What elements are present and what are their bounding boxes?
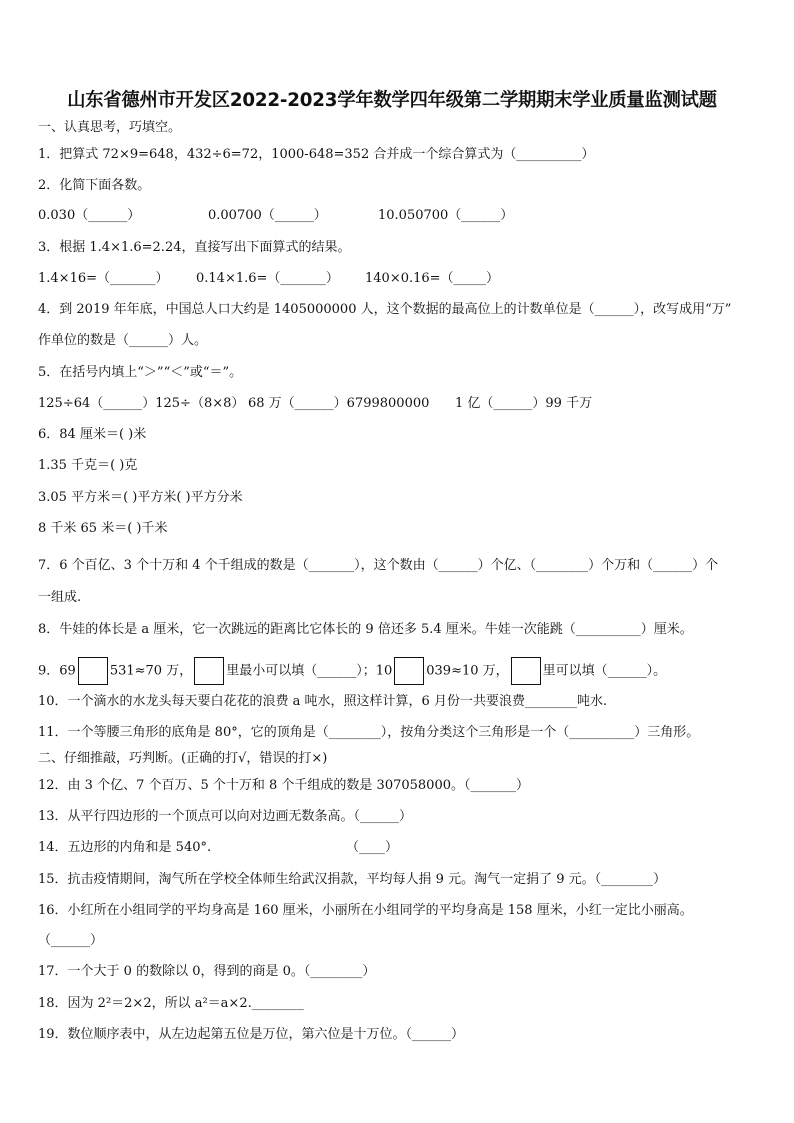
- question-6-item-4: 8 千米 65 米＝( )千米: [38, 521, 168, 536]
- question-3-item-3: 140×0.16=（_____）: [365, 271, 500, 286]
- question-9-part-3: 里最小可以填（______）；10: [226, 663, 393, 679]
- answer-box-3[interactable]: [394, 657, 424, 685]
- question-4-line-1: 4．到 2019 年年底，中国总人口大约是 1405000000 人，这个数据的最高位上的计数单位是（______），改写成用“万”: [38, 302, 732, 317]
- page-title: 山东省德州市开发区2022-2023学年数学四年级第二学期期末学业质量监测试题: [67, 90, 717, 111]
- question-9-part-2: 531≈70 万，: [109, 663, 193, 679]
- question-3-item-1: 1.4×16=（_______）: [38, 271, 169, 286]
- question-11: 11．一个等腰三角形的底角是 80°，它的顶角是（________），按角分类这个三角形是一个（__________）三角形。: [38, 725, 700, 740]
- question-16-line-2: （______）: [38, 933, 104, 948]
- answer-box-2[interactable]: [194, 657, 224, 685]
- question-13: 13．从平行四边形的一个顶点可以向对边画无数条高。（______）: [38, 809, 413, 824]
- question-19: 19．数位顺序表中，从左边起第五位是万位，第六位是十万位。（______）: [38, 1027, 465, 1042]
- question-6-item-3: 3.05 平方米＝( )平方米( )平方分米: [38, 490, 243, 505]
- question-2-item-2: 0.00700（______）: [208, 208, 327, 223]
- question-8: 8．牛娃的体长是 a 厘米，它一次跳远的距离比它体长的 9 倍还多 5.4 厘米。牛娃一次能跳（__________）厘米。: [38, 622, 693, 637]
- question-9-part-4: 039≈10 万，: [426, 663, 509, 679]
- question-1: 1．把算式 72×9=648，432÷6=72，1000-648=352 合并成一个综合算式为（__________）: [38, 147, 595, 162]
- question-3: 3．根据 1.4×1.6=2.24，直接写出下面算式的结果。: [38, 240, 351, 255]
- question-9-part-1: 9．69: [38, 663, 76, 679]
- question-6-item-1: 6．84 厘米＝( )米: [38, 427, 147, 442]
- question-2: 2．化简下面各数。: [38, 178, 151, 193]
- question-17: 17．一个大于 0 的数除以 0，得到的商是 0。（________）: [38, 964, 376, 979]
- question-2-item-3: 10.050700（______）: [378, 208, 514, 223]
- question-12: 12．由 3 个亿、7 个百万、5 个十万和 8 个千组成的数是 307058000。（_______）: [38, 778, 529, 793]
- question-3-item-2: 0.14×1.6=（_______）: [196, 271, 339, 286]
- question-5-item-1: 125÷64（______）125÷（8×8）: [38, 396, 245, 411]
- question-9: [38, 657, 666, 685]
- question-16-line-1: 16．小红所在小组同学的平均身高是 160 厘米，小丽所在小组同学的平均身高是 158 厘米，小红一定比小丽高。: [38, 903, 693, 918]
- answer-box-1[interactable]: [78, 657, 108, 685]
- question-9-part-5: 里可以填（______）。: [542, 663, 667, 679]
- section-heading-1: 一、认真思考，巧填空。: [38, 120, 182, 135]
- section-heading-2: 二、仔细推敲，巧判断。(正确的打√，错误的打×): [38, 751, 328, 766]
- question-7-line-2: 一组成.: [38, 590, 82, 605]
- question-10: 10．一个滴水的水龙头每天要白花花的浪费 a 吨水，照这样计算，6 月份一共要浪费________吨水.: [38, 694, 608, 709]
- question-7-line-1: 7．6 个百亿、3 个十万和 4 个千组成的数是（_______），这个数由（______）个亿、（________）个万和（______）个: [38, 558, 719, 573]
- question-14-answer-blank: （____）: [346, 840, 399, 855]
- question-18: 18．因为 2²＝2×2，所以 a²＝a×2.________: [38, 996, 304, 1011]
- question-5-item-2: 68 万（______）6799800000: [248, 396, 430, 411]
- question-15: 15．抗击疫情期间，淘气所在学校全体师生给武汉捐款，平均每人捐 9 元。淘气一定捐了 9 元。（________）: [38, 872, 667, 887]
- question-4-line-2: 作单位的数是（______）人。: [38, 333, 208, 348]
- question-2-item-1: 0.030（______）: [38, 208, 141, 223]
- question-5: 5．在括号内填上“＞”“＜”或“＝”。: [38, 365, 243, 380]
- question-14: 14．五边形的内角和是 540°.: [38, 840, 212, 855]
- answer-box-4[interactable]: [511, 657, 541, 685]
- question-6-item-2: 1.35 千克＝( )克: [38, 458, 138, 473]
- question-5-item-3: 1 亿（______）99 千万: [455, 396, 593, 411]
